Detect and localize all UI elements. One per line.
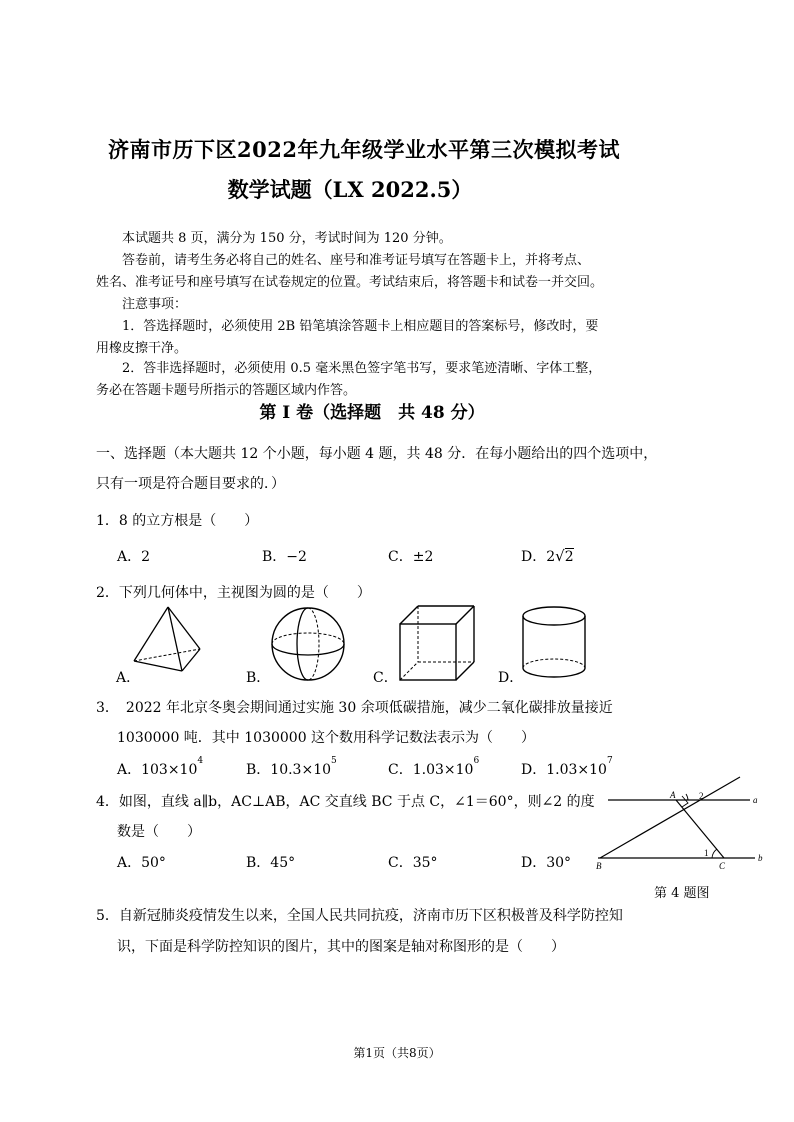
q4-option-b[interactable]: B．45°: [246, 855, 296, 871]
q4-option-d[interactable]: D．30°: [521, 855, 572, 871]
q2-option-d[interactable]: D．: [498, 670, 524, 686]
cube-figure: [396, 604, 476, 682]
q2-option-c[interactable]: C．: [373, 670, 398, 686]
label-a: a: [753, 795, 758, 805]
q3-option-b-exp: 5: [331, 756, 337, 766]
sqrt-sign: √: [555, 547, 565, 565]
q1-option-b[interactable]: B．−2: [262, 549, 307, 565]
q3-option-c-base: C．1.03×10: [388, 762, 474, 778]
part-heading: 一、选择题（本大题共 12 个小题，每小题 4 题，共 48 分．在每小题给出的四个选项中，: [96, 446, 658, 462]
instruction-line: 姓名、准考证号和座号填写在试卷规定的位置。考试结束后，将答题卡和试卷一并交回。: [96, 275, 604, 290]
exam-title: 济南市历下区2022年九年级学业水平第三次模拟考试: [108, 137, 620, 162]
question-2-stem: 2．下列几何体中，主视图为圆的是（ ）: [96, 585, 371, 601]
label-1: 1: [704, 848, 709, 858]
pyramid-figure: [130, 605, 204, 673]
label-2: 2: [699, 791, 704, 801]
q3-option-a[interactable]: [117, 756, 204, 779]
q4-geometry-figure: [590, 772, 770, 880]
angle-1-arc: [712, 849, 717, 858]
q1-option-d[interactable]: [521, 546, 574, 566]
q1-option-a[interactable]: A．2: [117, 549, 151, 565]
label-b: b: [758, 853, 763, 863]
part-heading: 只有一项是符合题目要求的．）: [96, 476, 285, 492]
label-A: A: [670, 790, 676, 800]
angle-2-arc: [686, 794, 688, 800]
instruction-line: 答卷前，请考生务必将自己的姓名、座号和准考证号填写在答题卡上，并将考点、: [122, 253, 591, 268]
q3-option-c[interactable]: [388, 756, 480, 779]
q1-option-d-prefix: D．2: [521, 549, 556, 565]
question-5-stem: 5．自新冠肺炎疫情发生以来，全国人民共同抗疫，济南市历下区积极普及科学防控知: [96, 908, 623, 924]
instruction-line: 用橡皮擦干净。: [96, 341, 188, 356]
sphere-figure: [268, 605, 348, 683]
label-B: B: [596, 861, 602, 871]
q3-option-c-exp: 6: [473, 756, 480, 766]
instruction-line: 1．答选择题时，必须使用 2B 铅笔填涂答题卡上相应题目的答案标号，修改时，要: [122, 319, 599, 334]
question-1-stem: 1．8 的立方根是（ ）: [96, 513, 259, 529]
instruction-line: 2．答非选择题时，必须使用 0.5 毫米黑色签字笔书写，要求笔迹清晰、字体工整，: [122, 361, 602, 376]
q3-option-d-base: D．1.03×10: [521, 762, 607, 778]
q1-option-c[interactable]: C．±2: [388, 549, 434, 565]
q4-option-c[interactable]: C．35°: [388, 855, 438, 871]
page-footer: 第1页（共8页）: [353, 1046, 441, 1060]
label-C: C: [719, 861, 726, 871]
exam-subtitle: 数学试题（LX 2022.5）: [227, 177, 473, 202]
q3-option-b-base: B．10.3×10: [246, 762, 332, 778]
question-5-stem-cont: 识，下面是科学防控知识的图片，其中的图案是轴对称图形的是（ ）: [117, 939, 565, 955]
cylinder-figure: [520, 604, 588, 682]
question-4-stem: 4．如图，直线 a∥b，AC⊥AB，AC 交直线 BC 于点 C，∠1＝60°，则∠2 的度: [96, 794, 595, 810]
q2-option-a[interactable]: A．: [116, 670, 141, 686]
q1-option-d-radicand: 2: [564, 549, 574, 565]
q3-option-b[interactable]: [246, 756, 337, 779]
right-angle-mark: [682, 796, 688, 807]
instruction-line: 注意事项：: [122, 297, 188, 312]
q4-figure-caption: 第 4 题图: [654, 886, 710, 901]
q4-option-a[interactable]: A．50°: [117, 855, 166, 871]
q2-option-b[interactable]: B．: [246, 670, 271, 686]
q3-option-d-exp: 7: [606, 756, 613, 766]
instruction-line: 本试题共 8 页，满分为 150 分，考试时间为 120 分钟。: [122, 231, 452, 246]
question-3-stem-cont: 1030000 吨．其中 1030000 这个数用科学记数法表示为（ ）: [117, 730, 536, 746]
section-title: 第 I 卷（选择题 共 48 分）: [259, 403, 485, 423]
question-3-stem: 3． 2022 年北京冬奥会期间通过实施 30 余项低碳措施，减少二氧化碳排放量接近: [96, 700, 613, 716]
question-4-stem-cont: 数是（ ）: [117, 824, 201, 840]
q3-option-a-base: A．103×10: [117, 762, 198, 778]
instruction-line: 务必在答题卡题号所指示的答题区域内作答。: [96, 383, 357, 398]
q3-option-a-exp: 4: [197, 756, 204, 766]
